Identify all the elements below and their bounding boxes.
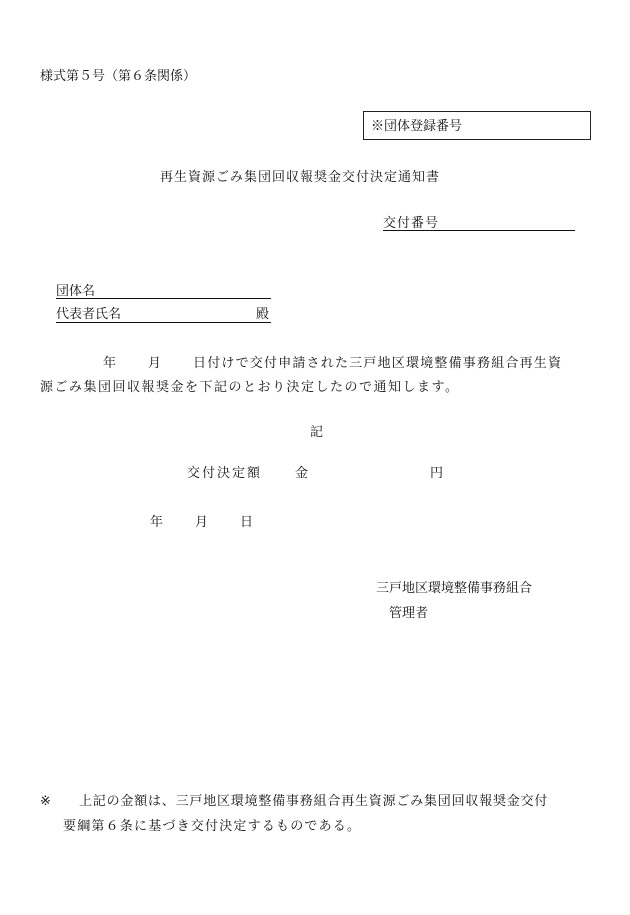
footnote-mark: ※ (40, 794, 51, 809)
body-line-2: 源ごみ集団回収報奨金を下記のとおり決定したので通知します。 (40, 380, 460, 395)
issuer-title: 管理者 (389, 606, 429, 621)
grant-number-underline (383, 230, 575, 231)
organization-name-label: 団体名 (56, 284, 96, 299)
amount-label: 交付決定額 (187, 466, 263, 481)
issuer-organization: 三戸地区環境整備事務組合 (376, 581, 533, 596)
date-month: 月 (195, 515, 209, 530)
document-title: 再生資源ごみ集団回収報奨金交付決定通知書 (160, 170, 441, 185)
amount-prefix: 金 (295, 466, 309, 481)
amount-suffix: 円 (430, 466, 444, 481)
body-year: 年 (103, 356, 117, 371)
date-day: 日 (240, 515, 254, 530)
representative-name-underline (56, 322, 271, 323)
body-day-text: 日付けで交付申請された三戸地区環境整備事務組合再生資 (193, 356, 563, 371)
form-number: 様式第５号（第６条関係） (40, 69, 197, 84)
grant-number-label: 交付番号 (383, 216, 440, 231)
footnote-line-1: 上記の金額は、三戸地区環境整備事務組合再生資源ごみ集団回収報奨金交付 (79, 794, 549, 809)
representative-name-label: 代表者氏名 (56, 307, 122, 322)
honorific-dono: 殿 (256, 307, 270, 322)
registration-number-label: ※団体登録番号 (371, 119, 463, 134)
registration-number-box (363, 111, 591, 140)
date-year: 年 (150, 515, 164, 530)
body-month: 月 (148, 356, 162, 371)
organization-name-underline (56, 298, 271, 299)
footnote-line-2: 要綱第６条に基づき交付決定するものである。 (63, 819, 362, 834)
ki-heading: 記 (310, 425, 324, 440)
